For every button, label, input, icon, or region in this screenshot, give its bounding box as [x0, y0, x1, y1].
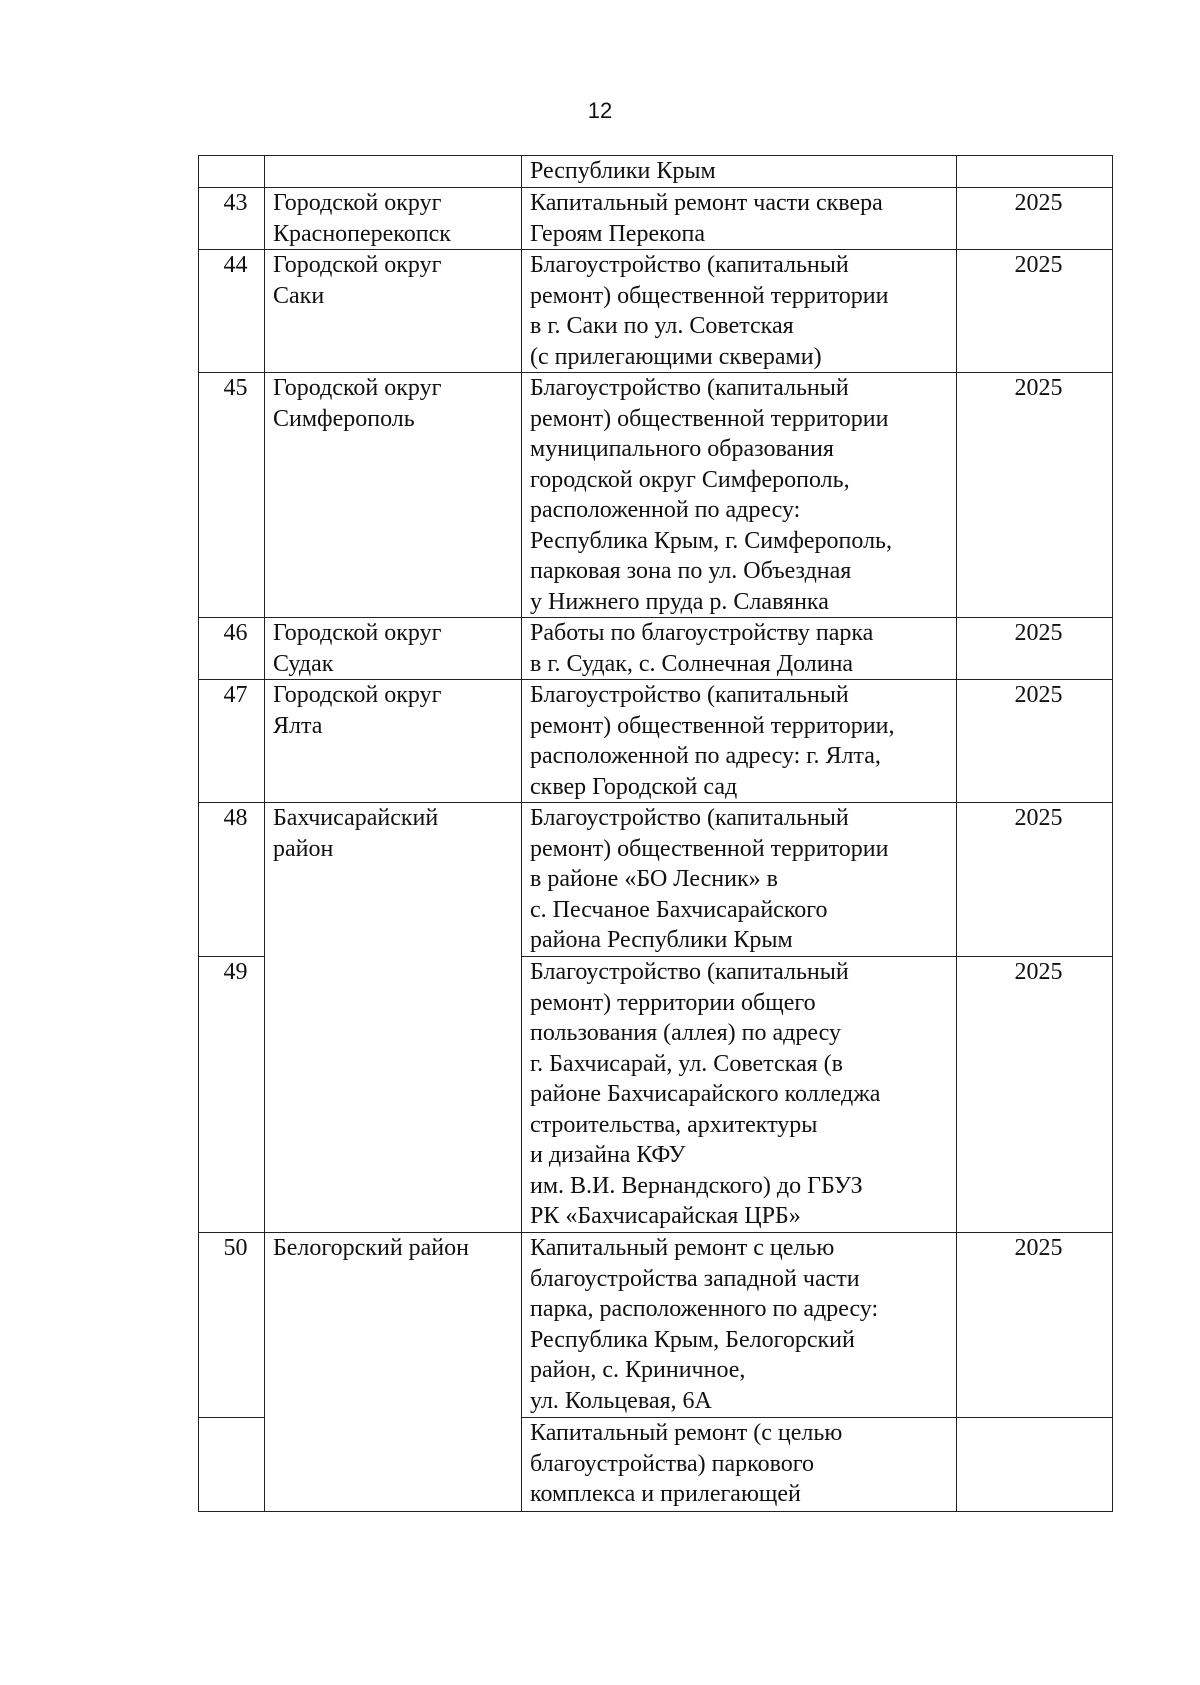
row-number: 46: [199, 618, 265, 680]
year-cell: 2025: [957, 957, 1113, 1233]
table-row: [199, 373, 1113, 618]
description-line: парковая зона по ул. Объездная: [530, 558, 852, 584]
description-line: Благоустройство (капитальный: [530, 375, 849, 401]
description-line: сквер Городской сад: [530, 773, 738, 800]
description-cell: [522, 373, 957, 618]
description-line: в г. Судак, с. Солнечная Долина: [530, 650, 854, 677]
district-line: Городской округ: [273, 375, 442, 401]
description-line: Капитальный ремонт части сквера: [530, 190, 883, 216]
description-line: Капитальный ремонт с целью: [530, 1235, 835, 1261]
table-row: [199, 803, 1113, 957]
description-line: комплекса и прилегающей: [530, 1481, 801, 1507]
description-line: в г. Саки по ул. Советская: [530, 313, 794, 339]
description-cell: [522, 1233, 957, 1418]
description-cell: [522, 618, 957, 680]
description-line: Благоустройство (капитальный: [530, 959, 849, 985]
description-line: и дизайна КФУ: [530, 1142, 686, 1168]
description-line: благоустройства) паркового: [530, 1450, 815, 1477]
district-line: район: [273, 835, 334, 862]
description-line: Капитальный ремонт (с целью: [530, 1420, 843, 1446]
page-number: 12: [587, 98, 613, 123]
projects-table: [198, 155, 1113, 1512]
year-cell: 2025: [957, 618, 1113, 680]
description-line: строительства, архитектуры: [530, 1111, 818, 1138]
description-cell: [522, 957, 957, 1233]
year-cell: [957, 1418, 1113, 1512]
description-line: ремонт) общественной территории: [530, 405, 889, 432]
description-line: благоустройства западной части: [530, 1265, 860, 1292]
district-line: Городской округ: [273, 620, 442, 646]
description-cell: [522, 188, 957, 250]
description-line: Республики Крым: [530, 158, 716, 184]
description-line: с. Песчаное Бахчисарайского: [530, 896, 828, 923]
district-line: Судак: [273, 650, 334, 677]
row-number: 43: [199, 188, 265, 250]
table-row: [199, 680, 1113, 803]
row-number: 50: [199, 1233, 265, 1418]
district-cell: [265, 618, 522, 680]
year-cell: 2025: [957, 803, 1113, 957]
row-number: 48: [199, 803, 265, 957]
district-line: Ялта: [273, 712, 323, 739]
district-line: Саки: [273, 282, 325, 309]
description-cell: [522, 1418, 957, 1512]
year-cell: 2025: [957, 250, 1113, 373]
description-line: г. Бахчисарай, ул. Советская (в: [530, 1050, 843, 1077]
description-line: ремонт) территории общего: [530, 989, 816, 1016]
table-row: [199, 188, 1113, 250]
table-row: [199, 156, 1113, 188]
description-line: Благоустройство (капитальный: [530, 805, 849, 831]
district-line: Красноперекопск: [273, 220, 451, 247]
description-line: пользования (аллея) по адресу: [530, 1020, 841, 1046]
year-cell: 2025: [957, 188, 1113, 250]
description-line: им. В.И. Вернандского) до ГБУЗ: [530, 1172, 863, 1199]
year-cell: 2025: [957, 680, 1113, 803]
description-line: ремонт) общественной территории,: [530, 712, 895, 739]
description-line: Республика Крым, Белогорский: [530, 1326, 855, 1353]
district-cell: [265, 250, 522, 373]
table-row: [199, 618, 1113, 680]
district-line: Бахчисарайский: [273, 805, 439, 831]
description-line: муниципального образования: [530, 436, 834, 462]
description-cell: [522, 250, 957, 373]
table-row: [199, 1233, 1113, 1418]
year-cell: [957, 156, 1113, 188]
district-cell: [265, 156, 522, 188]
description-line: район, с. Криничное,: [530, 1357, 746, 1383]
row-number: 44: [199, 250, 265, 373]
district-line: Городской округ: [273, 252, 442, 278]
description-line: расположенной по адресу:: [530, 497, 801, 523]
description-line: района Республики Крым: [530, 927, 793, 953]
description-line: Работы по благоустройству парка: [530, 620, 874, 646]
description-line: в районе «БО Лесник» в: [530, 866, 778, 892]
description-cell: [522, 680, 957, 803]
row-number: [199, 1418, 265, 1512]
row-number: [199, 156, 265, 188]
description-line: ремонт) общественной территории: [530, 835, 889, 862]
district-cell: [265, 680, 522, 803]
district-cell: [265, 188, 522, 250]
description-line: Республика Крым, г. Симферополь,: [530, 527, 892, 554]
description-line: ремонт) общественной территории: [530, 282, 889, 309]
row-number: 47: [199, 680, 265, 803]
description-line: расположенной по адресу: г. Ялта,: [530, 743, 881, 769]
description-line: Героям Перекопа: [530, 220, 706, 247]
table-row: [199, 250, 1113, 373]
description-line: Благоустройство (капитальный: [530, 252, 849, 278]
district-cell: [265, 803, 522, 1233]
district-line: Симферополь: [273, 405, 415, 432]
projects-table-body: [199, 156, 1113, 1512]
description-line: ул. Кольцевая, 6А: [530, 1387, 712, 1414]
district-line: Городской округ: [273, 682, 442, 708]
description-line: городской округ Симферополь,: [530, 466, 850, 493]
district-cell: [265, 373, 522, 618]
district-line: Белогорский район: [273, 1235, 469, 1261]
description-line: у Нижнего пруда р. Славянка: [530, 588, 829, 615]
year-cell: 2025: [957, 1233, 1113, 1418]
description-line: парка, расположенного по адресу:: [530, 1296, 879, 1322]
row-number: 45: [199, 373, 265, 618]
description-line: районе Бахчисарайского колледжа: [530, 1081, 881, 1107]
description-line: Благоустройство (капитальный: [530, 682, 849, 708]
row-number: 49: [199, 957, 265, 1233]
description-line: (с прилегающими скверами): [530, 343, 822, 370]
description-cell: [522, 156, 957, 188]
year-cell: 2025: [957, 373, 1113, 618]
district-line: Городской округ: [273, 190, 442, 216]
district-cell: [265, 1233, 522, 1512]
description-line: РК «Бахчисарайская ЦРБ»: [530, 1203, 801, 1229]
description-cell: [522, 803, 957, 957]
